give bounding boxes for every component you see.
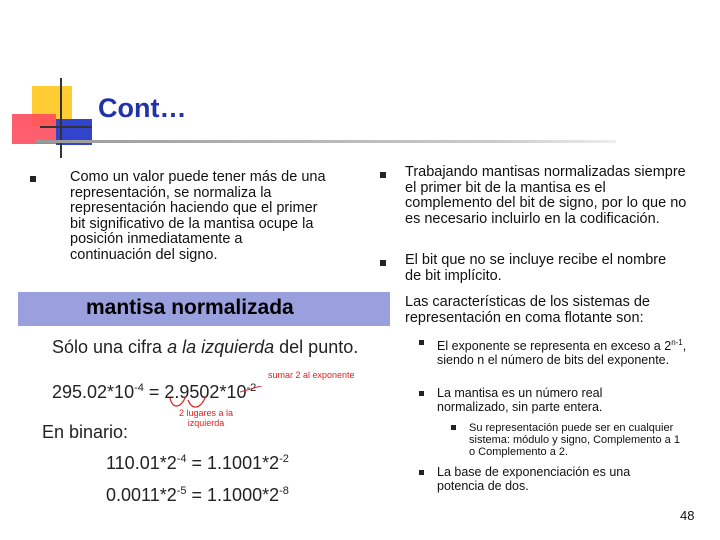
sub-bullet-icon bbox=[419, 470, 424, 475]
bullet-icon bbox=[380, 172, 386, 178]
right-bullet-one: Trabajando mantisas normalizadas siempre el primer bit de la mantisa es el complemento del bit de signo, por lo que no es necesario incluirlo en la codificación. bbox=[405, 164, 687, 227]
bullet-icon bbox=[380, 260, 386, 266]
sub-bullet-exponent: El exponente se representa en exceso a 2$^{n-1}$, siendo n el número de bits del exponente. bbox=[437, 338, 687, 367]
characteristics-intro: Las características de los sistemas de representación en coma flotante son: bbox=[405, 294, 650, 326]
equation-decimal: $295.02*10^{-4} = 2.9502*10^{-2}$ bbox=[52, 382, 257, 402]
sub-sub-bullet-icon bbox=[451, 425, 456, 430]
equation-binary-one: $110.01*2^{-4} = 1.1001*2^{-2}$ bbox=[106, 453, 289, 473]
sub-sub-bullet-representation: Su representación puede ser en cualquier sistema: módulo y signo, Complemento a 1 o Complemento a 2. bbox=[469, 422, 680, 458]
slide-title: Cont… bbox=[98, 93, 187, 123]
left-bullet-text: Como un valor puede tener más de una representación, se normaliza la representación haciendo que el primer bit significativo de la mantisa ocupe la posición inmediatamente a continuación del signo. bbox=[70, 169, 326, 263]
figure-banner-text: mantisa normalizada bbox=[86, 296, 294, 319]
sub-bullet-base: La base de exponenciación es una potencia de dos. bbox=[437, 465, 631, 493]
decor-vertical-line bbox=[60, 78, 62, 158]
annotation-places-left: 2 lugares a la izquierda bbox=[178, 408, 234, 428]
right-bullet-two: El bit que no se incluye recibe el nombre de bit implícito. bbox=[405, 252, 667, 284]
bullet-icon bbox=[30, 176, 36, 182]
page-number: 48 bbox=[680, 508, 695, 523]
equation-binary-two: $0.0011*2^{-5} = 1.1000*2^{-8}$ bbox=[106, 485, 289, 505]
annotation-arrows bbox=[150, 386, 270, 416]
sub-bullet-icon bbox=[419, 391, 424, 396]
figure-line-one: Sólo una cifra a la izquierda del punto. bbox=[52, 337, 359, 357]
sub-bullet-icon bbox=[419, 340, 424, 345]
sub-bullet-mantissa: La mantisa es un número real normalizado, sin parte entera. bbox=[437, 386, 603, 414]
title-underline bbox=[36, 140, 616, 143]
binary-label: En binario: bbox=[42, 422, 129, 442]
decor-short-line bbox=[40, 126, 92, 128]
annotation-add-exponent: sumar 2 al exponente bbox=[268, 370, 355, 380]
